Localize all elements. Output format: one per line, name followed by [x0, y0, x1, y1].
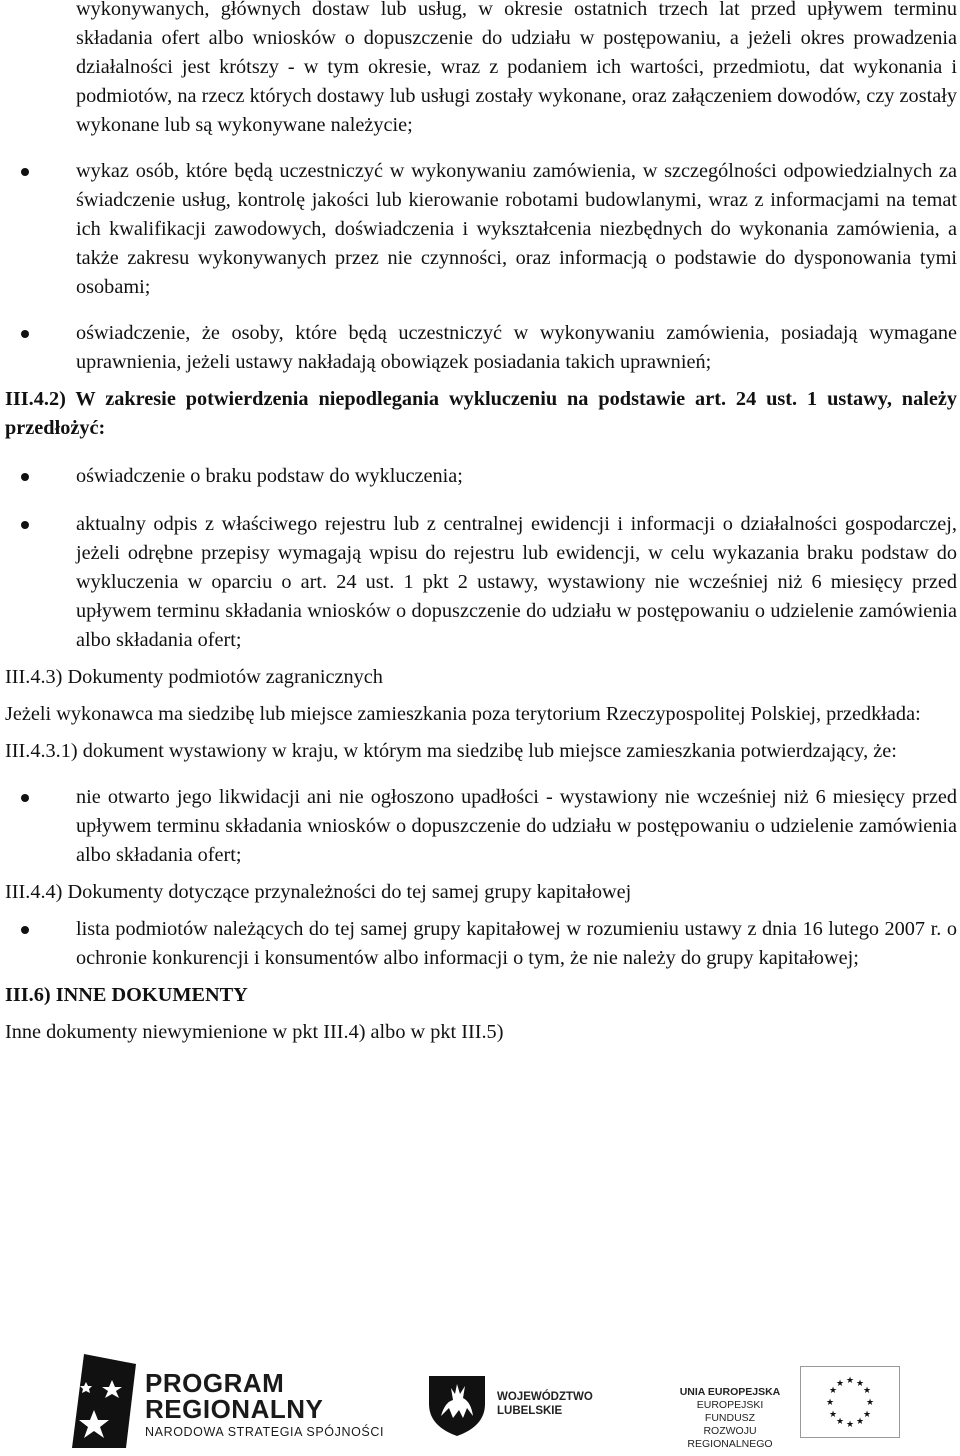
list-item-text: oświadczenie o braku podstaw do wykluczenia;: [76, 465, 463, 487]
program-regionalny-logo-icon: [64, 1350, 140, 1450]
svg-text:★: ★: [845, 1376, 855, 1386]
ue-line2: EUROPEJSKI FUNDUSZ: [696, 1399, 764, 1424]
list-item: [5, 157, 957, 302]
svg-text:★: ★: [845, 1420, 855, 1430]
section-heading: III.4.3) Dokumenty podmiotów zagranicznych: [5, 666, 383, 688]
ue-line1: UNIA EUROPEJSKA: [679, 1386, 781, 1398]
bullet-icon: [21, 473, 29, 481]
eu-flag-icon: [800, 1366, 900, 1438]
ue-text: [672, 1386, 788, 1451]
bullet-icon: [21, 330, 29, 338]
list-item-text: wykaz osób, które będą uczestniczyć w wykonywaniu zamówienia, w szczególności odpowiedzialnych za świadczenie usług, kontrolę jakości lub kierowanie robotami budowlanymi, wraz z informacjami na temat ich kwalifikacji zawodowych, doświadczenia i wykształcenia niezbędnych do wykonania zamówienia, a także zakresu wykonywanych przez nie czynności, oraz informacją o podstawie do dysponowania tymi osobami;: [76, 160, 957, 298]
list-item-continuation: wykonywanych, głównych dostaw lub usług, w okresie ostatnich trzech lat przed upływem terminu składania ofert albo wniosków o dopuszczenie do udziału w postępowaniu, a jeżeli okres prowadzenia działalności jest krótszy - w tym okresie, wraz z podaniem ich wartości, przedmiotu, dat wykonania i podmiotów, na rzecz których dostawy lub usługi zostały wykonane, oraz załączeniem dowodów, czy zostały wykonane lub są wykonywane należycie;: [76, 0, 957, 136]
svg-text:★: ★: [828, 1386, 838, 1396]
paragraph: III.4.3.1) dokument wystawiony w kraju, w którym ma siedzibę lub miejsce zamieszkania potwierdzający, że:: [5, 740, 897, 762]
bullet-icon: [21, 926, 29, 934]
list-item: [5, 462, 957, 491]
program-line1: PROGRAM: [145, 1368, 285, 1398]
list-item-text: aktualny odpis z właściwego rejestru lub z centralnej ewidencji i informacji o działalności gospodarczej, jeżeli odrębne przepisy wymagają wpisu do rejestru lub ewidencji, w celu wykazania braku podstaw do wykluczenia w oparciu o art. 24 ust. 1 pkt 2 ustawy, wystawiony nie wcześniej niż 6 miesięcy przed upływem terminu składania wniosków o dopuszczenie do udziału w postępowaniu o udzielenie zamówienia albo składania ofert;: [76, 513, 957, 651]
wojewodztwo-text: [497, 1390, 593, 1418]
section-heading: III.4.2) W zakresie potwierdzenia niepodlegania wykluczeniu na podstawie art. 24 ust. 1 ustawy, należy przedłożyć:: [5, 388, 957, 439]
svg-text:★: ★: [835, 1417, 845, 1427]
wojewodztwo-line2: LUBELSKIE: [497, 1405, 563, 1417]
svg-text:★: ★: [865, 1398, 875, 1408]
list-item: [5, 915, 957, 973]
bullet-icon: [21, 168, 29, 176]
svg-text:★: ★: [855, 1417, 865, 1427]
program-regionalny-text: [145, 1370, 384, 1442]
paragraph: Jeżeli wykonawca ma siedzibę lub miejsce zamieszkania poza terytorium Rzeczypospolitej Polskiej, przedkłada:: [5, 703, 921, 725]
bullet-icon: [21, 794, 29, 802]
paragraph: Inne dokumenty niewymienione w pkt III.4) albo w pkt III.5): [5, 1021, 504, 1043]
list-item: [5, 510, 957, 655]
ue-line3: ROZWOJU REGIONALNEGO: [687, 1425, 773, 1450]
bullet-icon: [21, 521, 29, 529]
svg-text:★: ★: [835, 1379, 845, 1389]
section-heading: III.6) INNE DOKUMENTY: [5, 984, 248, 1006]
list-item-text: oświadczenie, że osoby, które będą uczestniczyć w wykonywaniu zamówienia, posiadają wymagane uprawnienia, jeżeli ustawy nakładają obowiązek posiadania takich uprawnień;: [76, 322, 957, 373]
svg-text:★: ★: [828, 1410, 838, 1420]
program-line2: REGIONALNY: [145, 1394, 324, 1424]
footer-logos: [0, 1346, 960, 1456]
list-item-text: nie otwarto jego likwidacji ani nie ogłoszono upadłości - wystawiony nie wcześniej niż 6 miesięcy przed upływem terminu składania wniosków o dopuszczenie do udziału w postępowaniu o udzielenie zamówienia albo składania ofert;: [76, 786, 957, 866]
list-item: [5, 319, 957, 377]
svg-text:★: ★: [862, 1410, 872, 1420]
list-item-text: lista podmiotów należących do tej samej grupy kapitałowej w rozumieniu ustawy z dnia 16 lutego 2007 r. o ochronie konkurencji i konsumentów albo informacji o tym, że nie należy do grupy kapitałowej;: [76, 918, 957, 969]
svg-text:★: ★: [862, 1386, 872, 1396]
program-line3: NARODOWA STRATEGIA SPÓJNOŚCI: [145, 1425, 385, 1439]
wojewodztwo-line1: WOJEWÓDZTWO: [497, 1391, 593, 1403]
section-heading: III.4.4) Dokumenty dotyczące przynależności do tej samej grupy kapitałowej: [5, 881, 632, 903]
document-body: [5, 0, 957, 1047]
svg-text:★: ★: [855, 1379, 865, 1389]
svg-text:★: ★: [825, 1398, 835, 1408]
list-item: [5, 783, 957, 870]
wojewodztwo-lubelskie-crest-icon: [427, 1368, 487, 1438]
